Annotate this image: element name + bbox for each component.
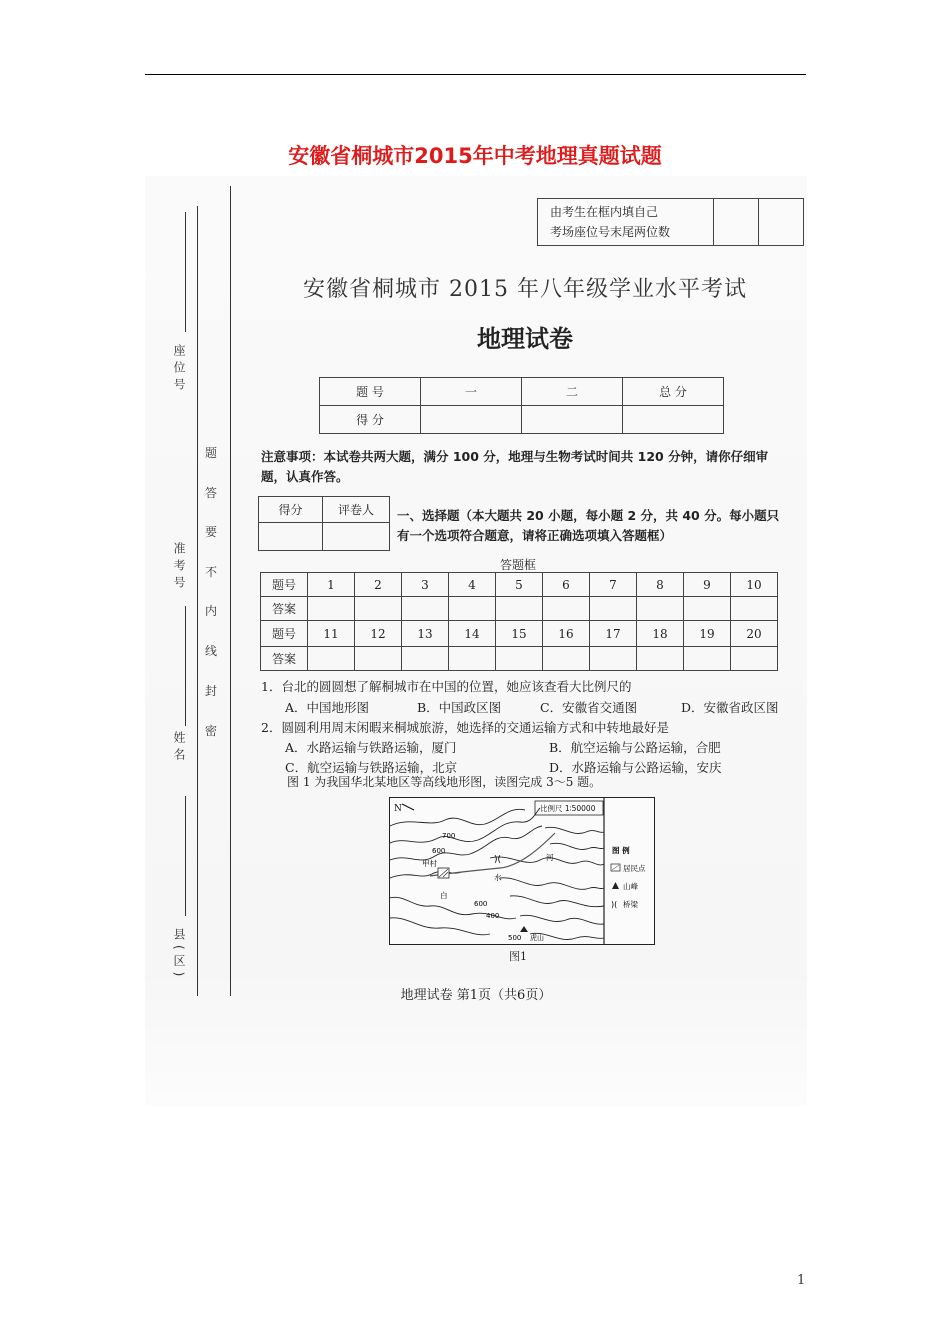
contour-label: 600 [474,900,488,908]
answer-cell[interactable] [308,647,355,671]
answer-cell[interactable] [449,647,496,671]
seat-box [537,198,804,246]
seat-digit-cell[interactable] [714,199,759,246]
section-one-heading: 一、选择题（本大题共 20 小题，每小题 2 分，共 40 分。每小题只有一个选项符合题意，请将正确选项填入答题框） [397,508,780,543]
question-number: 6 [543,573,590,597]
map-intro: 图 1 为我国华北某地区等高线地形图，读图完成 3～5 题。 [287,775,602,789]
question-number: 16 [543,621,590,647]
answer-box-caption: 答题框 [500,558,537,572]
seal-char: 封 [205,684,218,698]
bridge-icon: )( [494,855,502,865]
scanned-exam-page [145,176,807,1106]
question-number: 1 [308,573,355,597]
answer-cell[interactable] [402,597,449,621]
exam-number-blank [185,606,186,726]
legend-item: 桥梁 [623,900,638,909]
exam-page-footer: 地理试卷 第1页（共6页） [400,988,552,1003]
seal-char: 答 [205,486,218,500]
name-blank [185,796,186,916]
seal-char: 要 [205,525,218,539]
question-number: 12 [355,621,402,647]
question-number: 17 [590,621,637,647]
answer-cell[interactable] [496,647,543,671]
answer-cell[interactable] [590,647,637,671]
answer-cell[interactable] [402,647,449,671]
county-label: 县(区) [172,928,186,982]
score-table [319,377,724,434]
q2-option-a: A．水路运输与铁路运输，厦门 [285,740,457,755]
question-number: 10 [731,573,778,597]
seal-char: 密 [205,724,218,738]
answer-cell[interactable] [496,597,543,621]
name-label: 姓名 [172,731,186,765]
legend-item: 居民点 [623,864,646,873]
north-arrow: N [394,804,402,814]
map-caption: 图1 [509,950,527,963]
contour-map [390,798,654,944]
page-number: 1 [797,1273,806,1288]
answer-grid-label: 答案 [261,597,308,621]
seat-box-instructions: 由考生在框内填自己 考场座位号末尾两位数 [538,199,714,246]
binding-line [230,186,231,996]
question-2-stem: 2．圆圆利用周末闲暇来桐城旅游，她选择的交通运输方式和中转地最好是 [261,720,669,735]
answer-cell[interactable] [684,647,731,671]
grader-score-label: 得分 [259,497,323,523]
river-label: 河 [546,853,554,862]
contour-label: 600 [432,847,446,855]
answer-cell[interactable] [543,647,590,671]
answer-cell[interactable] [637,597,684,621]
answer-cell[interactable] [308,597,355,621]
seal-char: 不 [205,565,218,579]
question-number: 18 [637,621,684,647]
village-label: 甲村 [422,859,437,868]
contour-map-figure [389,797,655,945]
legend-item: 山峰 [623,882,638,891]
question-number: 20 [731,621,778,647]
score-table-header: 二 [522,378,623,406]
question-number: 19 [684,621,731,647]
question-number: 5 [496,573,543,597]
seal-char: 内 [205,604,218,618]
answer-grid-label: 题号 [261,621,308,647]
notice-text: 注意事项：本试卷共两大题，满分 100 分，地理与生物考试时间共 120 分钟，请你仔细审题，认真作答。 [261,449,769,484]
answer-cell[interactable] [355,597,402,621]
score-table-header: 一 [421,378,522,406]
answer-cell[interactable] [684,597,731,621]
mountain-peak-icon [612,882,619,889]
score-table-header: 总 分 [623,378,724,406]
question-number: 11 [308,621,355,647]
score-table-header: 题 号 [320,378,421,406]
exam-number-label: 准考号 [172,542,186,593]
q1-option-d: D．安徽省政区图 [681,700,779,715]
question-1-stem: 1．台北的圆圆想了解桐城市在中国的位置，她应该查看大比例尺的 [261,679,632,694]
score-cell[interactable] [623,406,724,434]
score-cell[interactable] [421,406,522,434]
question-number: 4 [449,573,496,597]
answer-cell[interactable] [637,647,684,671]
legend-title: 图 例 [612,846,630,855]
answer-grid [260,572,778,671]
contour-label: 400 [486,912,500,920]
answer-cell[interactable] [543,597,590,621]
answer-grid-label: 答案 [261,647,308,671]
q1-option-b: B．中国政区图 [417,700,502,715]
seat-number-label: 座位号 [172,344,186,395]
grader-score-cell[interactable] [259,523,323,551]
bridge-legend-icon: )( [611,900,618,909]
grader-label: 评卷人 [323,497,390,523]
header-rule [145,74,806,75]
river-label: 水 [494,873,502,882]
q1-option-a: A．中国地形图 [285,700,370,715]
exam-title: 安徽省桐城市 2015 年八年级学业水平考试 [303,277,747,302]
question-number: 14 [449,621,496,647]
answer-cell[interactable] [590,597,637,621]
grader-name-cell[interactable] [323,523,390,551]
contour-label: 700 [442,832,456,840]
q2-option-b: B．航空运输与公路运输，合肥 [549,740,721,755]
question-number: 8 [637,573,684,597]
document-title: 安徽省桐城市2015年中考地理真题试题 [288,144,662,168]
river-label: 白 [440,891,448,900]
map-scale: 比例尺 1∶50000 [540,804,596,813]
contour-label: 500 [508,934,522,942]
question-number: 3 [402,573,449,597]
q2-option-c: C．航空运输与铁路运输，北京 [285,760,458,775]
exam-subtitle: 地理试卷 [477,325,573,353]
peak-label: 虎山 [530,934,544,942]
score-row-label: 得 分 [320,406,421,434]
seal-char: 线 [205,644,218,658]
score-cell[interactable] [522,406,623,434]
seal-char: 题 [205,446,218,460]
answer-cell[interactable] [449,597,496,621]
q2-option-d: D．水路运输与公路运输，安庆 [549,760,722,775]
answer-grid-label: 题号 [261,573,308,597]
question-number: 7 [590,573,637,597]
question-number: 9 [684,573,731,597]
question-number: 13 [402,621,449,647]
question-number: 2 [355,573,402,597]
answer-cell[interactable] [731,597,778,621]
answer-cell[interactable] [731,647,778,671]
question-number: 15 [496,621,543,647]
grader-box [258,496,390,551]
seat-digit-cell[interactable] [759,199,804,246]
answer-cell[interactable] [355,647,402,671]
q1-option-c: C．安徽省交通图 [540,700,638,715]
